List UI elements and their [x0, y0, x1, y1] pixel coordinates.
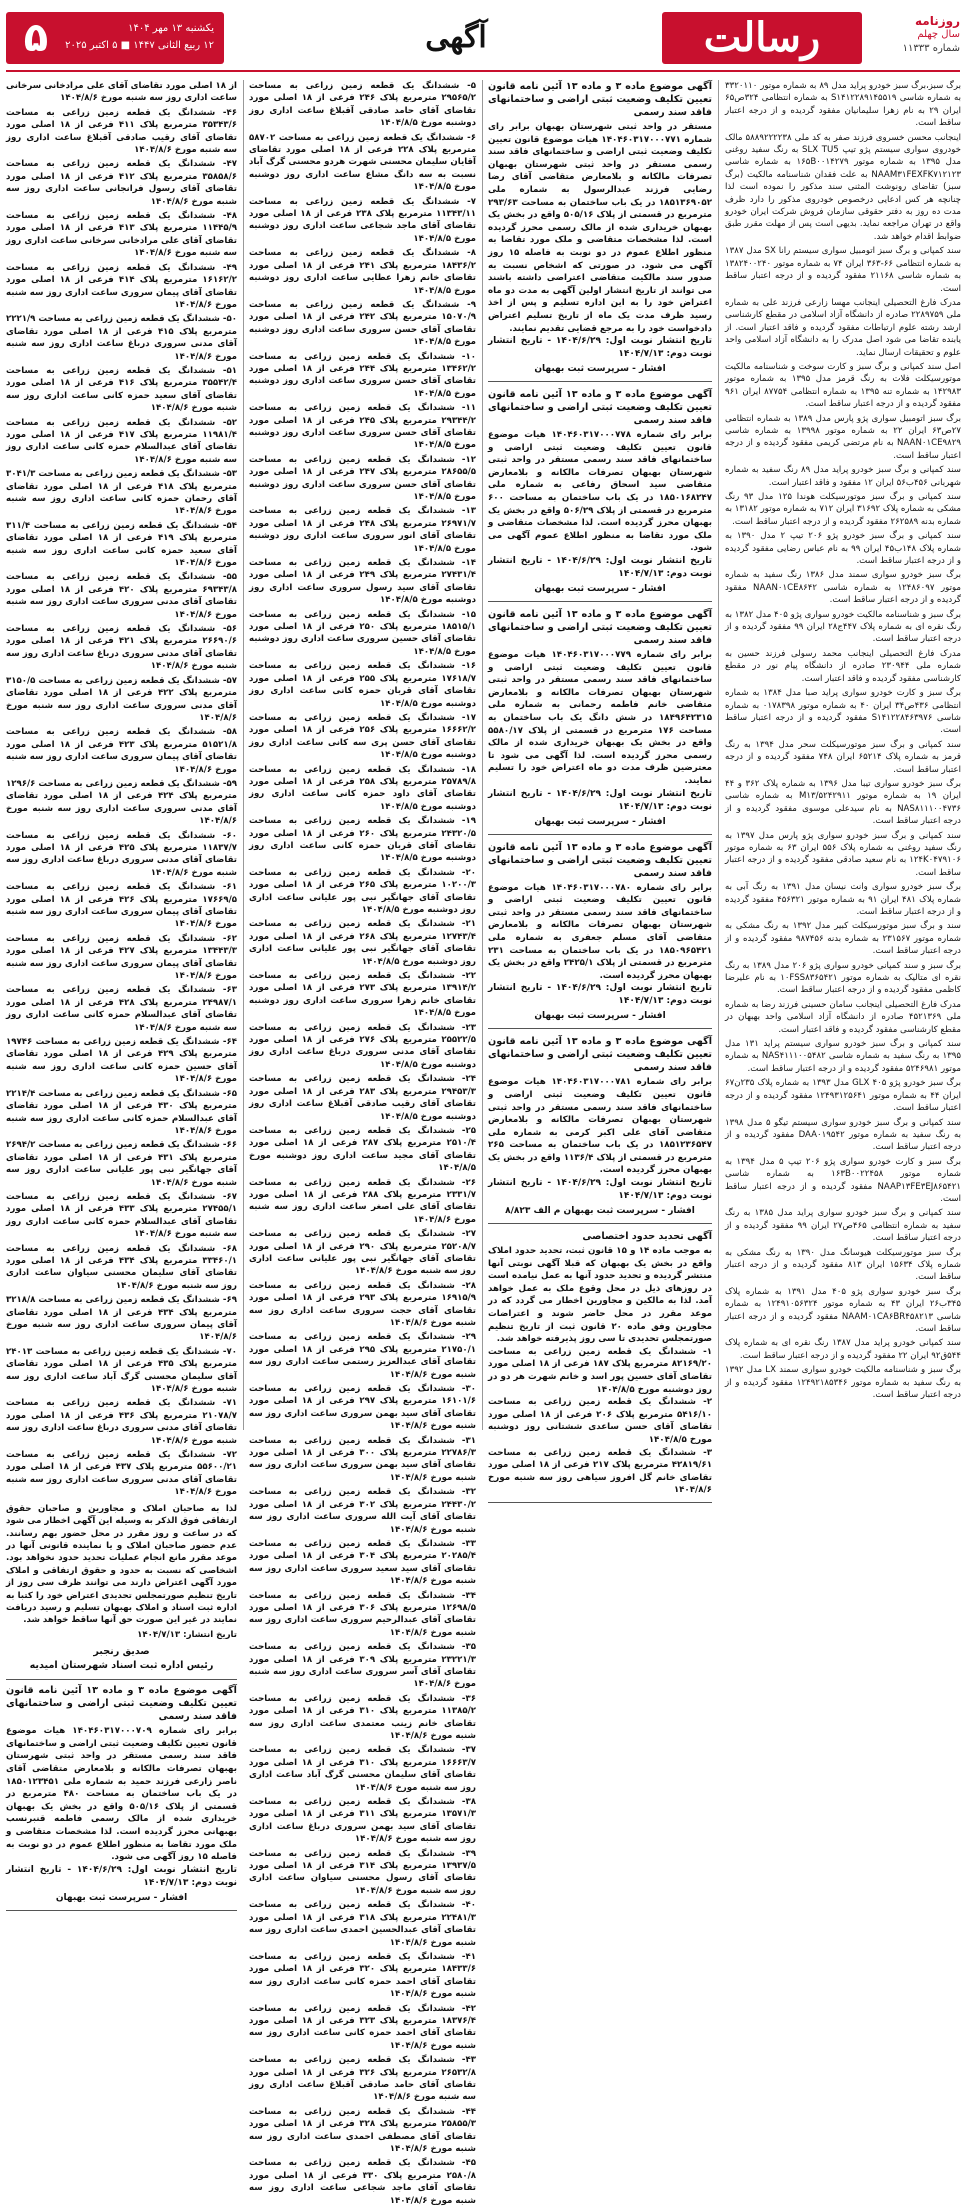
parcel-item: ۵۴- ششدانگ یک قطعه زمین زراعی به مساحت ۳۱۱/۴ مترمربع پلاک ۴۱۹ فرعی از ۱۸ اصلی مورد تقاضای آقای سعید حمزه کانی ساعت اداری روز سه شنبه مورخ ۱۴۰۴/۸/۶ — [6, 520, 237, 569]
parcel-item: ۵۸- ششدانگ یک قطعه زمین زراعی به مساحت ۵۱۵۲۱/۸ مترمربع پلاک ۴۲۳ فرعی از ۱۸ اصلی مورد تقاضای آقای پیمان سروری ساعت اداری روز سه شنبه مورخ ۱۴۰۴/۸/۶ — [6, 727, 237, 775]
parcel-item: ۱۲- ششدانگ یک قطعه زمین زراعی به مساحت ۲۸۶۵۵/۵ مترمربع پلاک ۲۴۷ فرعی از ۱۸ اصلی مورد تقاضای آقای حسن سروری ساعت اداری روز دوشنبه مورخ ۱۴۰۴/۸/۵ — [249, 454, 476, 502]
parcel-item: ۵۰- ششدانگ یک قطعه زمین زراعی به مساحت ۲۲۲۱/۹ مترمربع پلاک ۴۱۵ فرعی از ۱۸ اصلی مورد تقاضای آقای مدنی سروری درباغ ساعت اداری روز سه شنبه مورخ ۱۴۰۴/۸/۶ — [6, 314, 237, 362]
parcel-item: ۱۸- ششدانگ یک قطعه زمین زراعی به مساحت ۲۵۷۸۹/۸ مترمربع پلاک ۲۵۸ فرعی از ۱۸ اصلی مورد تقاضای آقای داود حمزه کانی ساعت اداری روز دوشنبه مورخ ۱۴۰۴/۸/۵ — [249, 764, 476, 812]
ad-signature: افشار - سرپرست ثبت بهبهان — [534, 816, 666, 827]
parcel-item: ۳۲- ششدانگ یک قطعه زمین زراعی به مساحت ۲۴۴۳۰/۲ مترمربع پلاک ۳۰۲ فرعی از ۱۸ اصلی مورد تقاضای آقای آیت الله سروری ساعت اداری روز سه شنبه مورخ ۱۴۰۴/۸/۶ — [249, 1487, 476, 1535]
notice-item: برگ سبز خودرو سواری تیبا مدل ۱۳۹۶ به شماره پلاک ۳۶۲ و ۴۴ ایران ۱۹ به شماره موتور M۱۳/۵۲۴۲۹۱۱ به شماره شاسی NAS۸۱۱۱۰۰۴۷۳۶ به نام سیدعلی موسوی مفقود گردیده و از درجه اعتبار ساقط است. — [725, 778, 962, 827]
parcel-item: ۳۷- ششدانگ یک قطعه زمین زراعی به مساحت ۱۶۶۶۳/۷ مترمربع پلاک ۳۱۰ فرعی از ۱۸ اصلی مورد تقاضای آقای سلیمان محسنی گرگ آباد ساعت اداری روز سه شنبه مورخ ۱۴۰۴/۸/۶ — [249, 1745, 476, 1793]
parcel-item: ۱۹- ششدانگ یک قطعه زمین زراعی به مساحت ۲۴۳۲۰/۵ مترمربع پلاک ۲۶۰ فرعی از ۱۸ اصلی مورد تقاضای آقای قربان حمزه کانی ساعت اداری روز دوشنبه مورخ ۱۴۰۴/۸/۵ — [249, 816, 476, 864]
notice-item: سند کمپانی و برگ سبز خودرو سواری سیستم تیگو ۵ مدل ۱۳۹۸ به رنگ سفید به شماره موتور DAA۰۱۹۵۴۲ مفقود گردیده و از درجه اعتبار ساقط است. — [725, 1117, 961, 1153]
parcel-item: ۶۹- ششدانگ یک قطعه زمین زراعی به مساحت ۳۲۱۸/۸ مترمربع پلاک ۴۳۴ فرعی از ۱۸ اصلی مورد تقاضای آقای پیمان سروری ساعت اداری روز سه شنبه مورخ ۱۴۰۴/۸/۶ — [6, 1295, 237, 1343]
parcel-item: ۷۲- ششدانگ یک قطعه زمین زراعی به مساحت ۵۵۶۰۰/۲۱ مترمربع پلاک ۴۳۷ فرعی از ۱۸ اصلی مورد تقاضای آقای مدنی سروری ساعت اداری روز سه شنبه مورخ ۱۴۰۴/۸/۶ — [6, 1450, 237, 1498]
issue-number: شماره ۱۱۳۳۳ — [902, 43, 960, 54]
date-other: ۱۲ ربیع الثانی ۱۴۴۷ ■ ۵ اکتبر ۲۰۲۵ — [65, 40, 214, 51]
parcel-item: ۲۶- ششدانگ یک قطعه زمین زراعی به مساحت ۲۳۳۱/۷ مترمربع پلاک ۲۸۸ فرعی از ۱۸ اصلی مورد تقاضای آقای علی اصغر ساعت اداری روز سه شنبه مورخ ۱۴۰۴/۸/۶ — [249, 1177, 476, 1225]
notice-item: سند کمپانی و برگ سبز خودرو سواری پراید مدل ۱۳۸۵ به رنگ سفید به شماره انتظامی ۴۶۵ص۲۷ ایران ۹۹ مفقود گردیده و از درجه اعتبار ساقط است. — [725, 1208, 962, 1244]
notice-item: برگ سبز و کارت خودرو سواری پراید صبا مدل ۱۳۸۴ به شماره انتظامی ۴۳۶ص۳۴ ایران ۴۰ به شماره موتور ۰۱۷۸۳۹۸ به شماره شاسی S۱۴۱۲۲۸۴۶۳۹۷۶ مفقود گردیده و از درجه اعتبار ساقط است. — [725, 688, 962, 736]
parcel-item: ۲۹- ششدانگ یک قطعه زمین زراعی به مساحت ۲۱۷۵۰/۱ مترمربع پلاک ۲۹۵ فرعی از ۱۸ اصلی مورد تقاضای آقای عبدالعزیز رستمی ساعت اداری روز سه شنبه مورخ ۱۴۰۴/۸/۶ — [249, 1332, 476, 1380]
parcel-item: ۵۳- ششدانگ یک قطعه زمین زراعی به مساحت ۳۰۴۱/۳ مترمربع پلاک ۴۱۸ فرعی از ۱۸ اصلی مورد تقاضای آقای رحمان حمزه کانی ساعت اداری روز سه شنبه مورخ ۱۴۰۴/۸/۶ — [6, 469, 237, 517]
parcel-item: ۲۲- ششدانگ یک قطعه زمین زراعی به مساحت ۱۳۹۱۴/۲ مترمربع پلاک ۲۷۳ فرعی از ۱۸ اصلی مورد تقاضای خانم زهرا سروری ساعت اداری روز دوشنبه مورخ ۱۴۰۴/۸/۵ — [249, 971, 476, 1019]
page-header — [6, 10, 960, 72]
registration-ad — [488, 1230, 712, 1503]
ad-signature: افشار - سرپرست ثبت بهبهان م الف ۸/۸۲۳ — [505, 1206, 695, 1217]
parcel-item: ۷۱- ششدانگ یک قطعه زمین زراعی به مساحت ۲۱۰۷۸/۷ مترمربع پلاک ۴۳۶ فرعی از ۱۸ اصلی مورد تقاضای آقای مدنی سروری درباغ ساعت اداری روز سه شنبه مورخ ۱۴۰۴/۸/۶ — [6, 1398, 237, 1446]
parcel-item: ۶۸- ششدانگ یک قطعه زمین زراعی به مساحت ۳۳۴۶۰/۱ مترمربع پلاک ۴۳۴ فرعی از ۱۸ اصلی مورد تقاضای آقای سلیمان محسنی سیاوان ساعت اداری روز سه شنبه مورخ ۱۴۰۴/۸/۶ — [6, 1243, 237, 1291]
notice-item: برگ سبز و شناسنامه مالکیت خودرو سواری پژو ۴۰۵ مدل ۱۳۸۲ به رنگ نقره ای به شماره پلاک ۴۴۷ج۲۸ ایران ۹۹ مفقود گردیده و از درجه اعتبار ساقط است. — [725, 609, 962, 645]
ad-date: تاریخ انتشار نوبت اول: ۱۴۰۴/۶/۲۹ - تاریخ انتشار نوبت دوم: ۱۴۰۴/۷/۱۳ — [488, 336, 712, 360]
parcel-item: ۵۲- ششدانگ یک قطعه زمین زراعی به مساحت ۱۱۹۸۱/۴ مترمربع پلاک ۴۱۷ فرعی از ۱۸ اصلی مورد تقاضای آقای عبدالسلام حمزه کانی ساعت اداری روز سه شنبه مورخ ۱۴۰۴/۸/۶ — [6, 417, 237, 465]
notice-item: اصل سند کمپانی و برگ سبز و کارت سوخت و شناسنامه مالکیت موتورسیکلت فلات به رنگ قرمز مدل ۱۳۹۵ به شماره موتور ۱۴۲۹۸۳ به شماره تنه ۱۳۹۵ به شماره انتظامی ۸۷۷۵۴ ایران ۹۶۱ مفقود گردیده و از درجه اعتبار ساقط است. — [725, 361, 961, 410]
parcel-item: ۲۵- ششدانگ یک قطعه زمین زراعی به مساحت ۲۵۱۰/۴ مترمربع پلاک ۲۸۷ فرعی از ۱۸ اصلی مورد تقاضای آقای مجید ساعت اداری روز دوشنبه مورخ ۱۴۰۴/۸/۵ — [249, 1125, 476, 1174]
parcel-item: ۵۷- ششدانگ یک قطعه زمین زراعی به مساحت ۳۱۵۰/۵ مترمربع پلاک ۴۲۲ فرعی از ۱۸ اصلی مورد تقاضای آقای مدنی سروری ساعت اداری روز سه شنبه مورخ ۱۴۰۴/۸/۶ — [6, 675, 237, 723]
parcel-item: ۵- ششدانگ یک قطعه زمین زراعی به مساحت ۲۹۵۶۵/۲ مترمربع پلاک ۲۴۶ فرعی از ۱۸ اصلی مورد تقاضای آقای حامد صادقی آقبلاغ ساعت اداری روز دوشنبه مورخ ۱۴۰۴/۸/۵ — [249, 81, 476, 129]
parcel-item: ۶۰- ششدانگ یک قطعه زمین زراعی به مساحت ۱۱۸۳۷/۷ مترمربع پلاک ۴۲۵ فرعی از ۱۸ اصلی مورد تقاضای آقای مدنی سروری درباغ ساعت اداری روز سه شنبه مورخ ۱۴۰۴/۸/۶ — [6, 830, 237, 878]
notice-item: سند کمپانی و برگ سبز خودرو سواری سیستم پراید ۱۳۱ مدل ۱۳۹۵ به رنگ سفید به شماره شاسی NAS۴۱۱۱۰۰۵۴۸۲ به شماره موتور ۵۲۴۶۹۸۱ مفقود گردیده و از درجه اعتبار ساقط است. — [725, 1039, 961, 1074]
parcel-item: ۴۳- ششدانگ یک قطعه زمین زراعی به مساحت ۲۶۵۳۲/۸ مترمربع پلاک ۳۲۶ فرعی از ۱۸ اصلی مورد تقاضای آقای حامد صادقی آقبلاغ ساعت اداری روز سه شنبه مورخ ۱۴۰۴/۸/۶ — [249, 2055, 476, 2103]
notice-item: برگ سبز خودرو سواری سمند مدل ۱۳۸۶ رنگ سفید به شماره موتور ۱۲۴۸۶۰۹۷ به شماره شاسی NAAN۰۱CE۸۶۴۲ مفقود گردیده و از درجه اعتبار ساقط است. — [725, 570, 961, 606]
parcel-item: ۶۴- ششدانگ یک قطعه زمین زراعی به مساحت ۱۹۷۴۶ مترمربع پلاک ۴۲۹ فرعی از ۱۸ اصلی مورد تقاضای آقای حسین حمزه کانی ساعت اداری روز سه شنبه مورخ ۱۴۰۴/۸/۶ — [6, 1037, 237, 1085]
parcel-item: ۲۳- ششدانگ یک قطعه زمین زراعی به مساحت ۲۵۵۲۲/۵ مترمربع پلاک ۲۷۶ فرعی از ۱۸ اصلی مورد تقاضای آقای مدنی سروری درباغ ساعت اداری روز دوشنبه مورخ ۱۴۰۴/۸/۵ — [249, 1022, 476, 1070]
parcel-item: ۷- ششدانگ یک قطعه زمین زراعی به مساحت ۱۱۳۴۳/۱۱ مترمربع پلاک ۲۳۸ فرعی از ۱۸ اصلی مورد تقاضای آقای ماجد شجاعی ساعت اداری روز دوشنبه مورخ ۱۴۰۴/۸/۵ — [249, 196, 476, 244]
parcel-item: ۳۵- ششدانگ یک قطعه زمین زراعی به مساحت ۲۳۲۲۱/۳ مترمربع پلاک ۳۰۹ فرعی از ۱۸ اصلی مورد تقاضای آقای آسر سروری ساعت اداری روز سه شنبه مورخ ۱۴۰۴/۸/۶ — [249, 1642, 476, 1690]
daily-label: روزنامه — [915, 14, 960, 28]
parcel-item: ۴۷- ششدانگ یک قطعه زمین زراعی به مساحت ۳۵۸۵۸/۶ مترمربع پلاک ۴۱۲ فرعی از ۱۸ اصلی مورد تقاضای آقای رسول فرانجانی ساعت اداری روز سه شنبه مورخ ۱۴۰۴/۸/۶ — [6, 159, 237, 207]
signature-block — [6, 1645, 237, 1673]
notice-item: برگ سبز،برگ سبز خودرو پراید مدل ۸۹ به شماره موتور ۳۳۲۰۱۱۰ به شماره شاسی S۱۴۱۲۲۸۹۱۴۵۵۱۹ به شماره انتظامی ۳۲۴ص۶۵ ایران ۲۹ به نام زهرا سلیمانیان مفقود گردیده و از درجه اعتبار ساقط است. — [725, 81, 962, 129]
parcel-item: ۳۸- ششدانگ یک قطعه زمین زراعی به مساحت ۱۳۵۷۱/۳ مترمربع پلاک ۳۱۱ فرعی از ۱۸ اصلی مورد تقاضای آقای سید بهمن سروری درباغ ساعت اداری روز سه شنبه مورخ ۱۴۰۴/۸/۶ — [249, 1797, 476, 1845]
registration-ad — [6, 1679, 237, 1911]
parcel-item: ۹- ششدانگ یک قطعه زمین زراعی به مساحت ۱۵۰۷۰/۹ مترمربع پلاک ۲۴۲ فرعی از ۱۸ اصلی مورد تقاضای آقای حسن سروری ساعت اداری روز دوشنبه مورخ ۱۴۰۴/۸/۵ — [249, 299, 476, 348]
notice-item: برگ سبز اتومبیل سواری پژو پارس مدل ۱۳۸۹ به شماره انتظامی ۲۷ص۶۳ ایران ۲۲ به شماره موتور ۱۳۹۹۸ به شماره شاسی NAAN۰۱CE۹۸۲۹ به نام مرتضی کریمی مفقود گردیده و از درجه اعتبار ساقط است. — [725, 413, 962, 461]
parcel-item: ۲۸- ششدانگ یک قطعه زمین زراعی به مساحت ۱۶۹۱۵/۹ مترمربع پلاک ۲۹۳ فرعی از ۱۸ اصلی مورد تقاضای آقای حجت سروری ساعت اداری روز سه شنبه مورخ ۱۴۰۴/۸/۶ — [249, 1280, 476, 1328]
masthead — [660, 10, 960, 66]
ad-title: آگهی موضوع ماده ۳ و ماده ۱۳ آئین نامه قانون تعیین تکلیف وضعیت ثبتی اراضی و ساختمانهای فاقد سند رسمی — [488, 81, 712, 118]
parcel-item: ۱۷- ششدانگ یک قطعه زمین زراعی به مساحت ۱۶۶۶۲/۲ مترمربع پلاک ۲۵۶ فرعی از ۱۸ اصلی مورد تقاضای آقای حسن پری سه کانی ساعت اداری روز دوشنبه مورخ ۱۴۰۴/۸/۵ — [249, 712, 476, 761]
ad-body: به موجب ماده ۱۴ و ۱۵ قانون ثبت، تحدید حدود املاک واقع در بخش یک بهبهان که قبلا آگهی نوبتی آنها منتشر گردیده و تحدید حدود آنها به عمل نیامده است در روزهای ذیل در محل وقوع ملک به عمل خواهد آمد. لذا به مالکین و مجاورین اخطار می گردد که در موعد مقرر در محل حاضر شوند و اعتراضات مجاورین وفق ماده ۲۰ قانون ثبت از تاریخ تنظیم صورتمجلس تحدیدی تا سی روز پذیرفته خواهد شد. ۱- ششدانگ یک قطعه زمین زراعی به مساحت ۸۲۱۶۹/۲۰ مترمربع پلاک ۱۸۷ فرعی از ۱۸ اصلی مورد تقاضای آقای حسین پور اسد و خانم شهرت هر دو در روز دوشنبه مورخ ۱۴۰۴/۸/۵ ۲- ششدانگ یک قطعه زمین زراعی به مساحت ۵۴۱۶/۱۰ مترمربع پلاک ۲۰۶ فرعی از ۱۸ اصلی مورد تقاضای آقای حسن ساعدی ششتانی روز دوشنبه مورخ ۱۴۰۴/۸/۵ ۳- ششدانگ یک قطعه زمین زراعی به مساحت ۴۲۸۱۹/۶۱ مترمربع پلاک ۲۱۷ فرعی از ۱۸ اصلی مورد تقاضای خانم گل افروز سیاهی روز سه شنبه مورخ ۱۴۰۴/۸/۶ — [488, 1246, 713, 1496]
notice-item: مدرک فارغ التحصیلی اینجانب محمد رسولی فرزند حسین به شماره ملی ۲۳۰۹۴۴ صادره از دانشگاه پیام نور در مقطع کارشناسی مفقود گردیده و فاقد اعتبار است. — [725, 648, 961, 684]
parcel-item: ۲۱- ششدانگ یک قطعه زمین زراعی به مساحت ۱۲۷۴۳/۴ مترمربع پلاک ۲۶۸ فرعی از ۱۸ اصلی مورد تقاضای آقای جهانگیر نبی پور علیانی ساعت اداری روز دوشنبه مورخ ۱۴۰۴/۸/۵ — [249, 919, 476, 967]
ad-date: تاریخ انتشار نوبت اول: ۱۴۰۴/۶/۲۹ - تاریخ انتشار نوبت دوم: ۱۴۰۴/۷/۱۳ — [488, 788, 712, 812]
parcel-item: ۴۰- ششدانگ یک قطعه زمین زراعی به مساحت ۲۲۴۸۱/۳ مترمربع پلاک ۳۱۸ فرعی از ۱۸ اصلی مورد تقاضای آقای عبدالحسین احمدی ساعت اداری روز سه شنبه مورخ ۱۴۰۴/۸/۶ — [249, 1900, 476, 1948]
parcel-item: ۶۱- ششدانگ یک قطعه زمین زراعی به مساحت ۱۷۶۶۹/۵ مترمربع پلاک ۴۲۶ فرعی از ۱۸ اصلی مورد تقاضای آقای پیمان سروری ساعت اداری روز سه شنبه مورخ ۱۴۰۴/۸/۶ — [6, 882, 237, 930]
page-number-box — [6, 12, 224, 64]
parcel-item: ۱۵- ششدانگ یک قطعه زمین زراعی به مساحت ۱۸۵۱۵/۱ مترمربع پلاک ۲۵۰ فرعی از ۱۸ اصلی مورد تقاضای آقای حسین سروری ساعت اداری روز دوشنبه مورخ ۱۴۰۴/۸/۵ — [249, 609, 476, 657]
parcel-item: ۱۴- ششدانگ یک قطعه زمین زراعی به مساحت ۲۷۴۳۱/۴ مترمربع پلاک ۲۴۹ فرعی از ۱۸ اصلی مورد تقاضای آقای سید رسول سروری ساعت اداری روز دوشنبه مورخ ۱۴۰۴/۸/۵ — [249, 558, 476, 606]
notice-item: برگ سبز موتورسیکلت هیوسانگ مدل ۱۳۹۰ به رنگ مشکی به شماره پلاک ۱۵۶۳۴ ایران ۸۱۳ مفقود گردیده و از درجه اعتبار ساقط است. — [725, 1247, 962, 1283]
parcel-item: ۶- ششدانگ یک قطعه زمین زراعی به مساحت ۵۸۷۰۲ مترمربع پلاک ۲۲۸ فرعی از ۱۸ اصلی مورد تقاضای آقایان سلیمان محسنی شهرت هردو محسنی گرگ آباد نسبت به سه دانگ مشاع ساعت اداری روز دوشنبه مورخ ۱۴۰۴/۸/۵ — [249, 132, 476, 193]
ad-body: برابر رای شماره ۱۴۰۴۶۰۳۱۷۰۰۰۷۰۹ هیات موضوع قانون تعیین تکلیف وضعیت ثبتی اراضی و ساختمانهای فاقد سند رسمی مستقر در واحد ثبتی شهرستان بهبهان تصرفات مالکانه و بلامعارض متقاضی آقای ناصر زارعی فرزند حمید به شماره ملی ۱۸۵۰۱۲۳۴۵۱ در یک باب ساختمان به مساحت ۴۸۰ مترمربع در قسمتی از پلاک ۵۰۵/۱۶ واقع در بخش یک بهبهان خریداری شده از مالک رسمی فاطمه قنبرنسب بهبهانی محرز گردیده است. لذا مشخصات متقاضی و ملک مورد تقاضا به منظور اطلاع عموم در دو نوبت به فاصله ۱۵ روز آگهی می شود. — [6, 1726, 238, 1863]
parcel-item: ۳۶- ششدانگ یک قطعه زمین زراعی به مساحت ۱۱۳۸۵/۲ مترمربع پلاک ۳۱۰ فرعی از ۱۸ اصلی مورد تقاضای خانم زینب معتمدی ساعت اداری روز سه شنبه مورخ ۱۴۰۴/۸/۶ — [249, 1693, 476, 1741]
registration-ad — [488, 1035, 712, 1224]
notice-item: سند کمپانی و برگ سبز موتورسیکلت سحر مدل ۱۳۹۴ به رنگ قرمز به شماره پلاک ۶۵۲۱۴ ایران ۷۴۸ مفقود گردیده و از درجه اعتبار ساقط است. — [725, 739, 962, 775]
ad-body: مستقر در واحد ثبتی شهرستان بهبهان برابر رای شماره ۱۴۰۴۶۰۳۱۷۰۰۰۷۷۱ هیات موضوع قانون تعیین تکلیف وضعیت ثبتی اراضی و ساختمانهای فاقد سند رسمی مستقر در واحد ثبتی شهرستان بهبهان تصرفات مالکانه و بلامعارض متقاضی آقای رضا رضایی فرزند عبدالرسول به شماره ملی ۱۸۵۱۳۶۹۰۵۲ در یک باب ساختمان به مساحت ۲۹۳/۶۳ مترمربع در قسمتی از پلاک ۵۰۵/۱۶ واقع در بخش یک بهبهان خریداری شده از مالک رسمی محرز گردیده است. لذا مشخصات متقاضی و ملک مورد تقاضا به منظور اطلاع عموم در دو نوبت به فاصله ۱۵ روز آگهی می شود. در صورتی که اشخاص نسبت به صدور سند مالکیت متقاضی اعتراضی داشته باشند می توانند از تاریخ انتشار اولین آگهی به مدت دو ماه اعتراض خود را به این اداره تسلیم و پس از اخذ رسید ظرف مدت یک ماه از تاریخ تسلیم اعتراض دادخواست خود را به مرجع قضایی تقدیم نمایند. — [488, 122, 712, 334]
ad-body: برابر رای شماره ۱۴۰۴۶۰۳۱۷۰۰۰۷۸۱ هیات موضوع قانون تعیین تکلیف وضعیت ثبتی اراضی و ساختمانهای فاقد سند رسمی مستقر در واحد ثبتی شهرستان بهبهان تصرفات مالکانه و بلامعارض متقاضی آقای علی اکبر کرمی به شماره ملی ۱۸۵۱۲۳۶۵۴۷ در یک باب ساختمان به مساحت ۲۶۵ مترمربع در قسمتی از پلاک ۱۱۳۶/۴ واقع در بخش یک بهبهان محرز گردیده است. — [488, 1077, 712, 1176]
notice-item: برگ سبز خودرو سواری پژو ۴۰۵ مدل ۱۳۹۱ به شماره پلاک ۳۴۵ب۲۶ ایران ۴۳ به شماره موتور ۱۲۴۹۱۰۵۶۳۲۴ به شماره شاسی NAAM۰۱CA۶BR۴۵۸۲۱۳ مفقود گردیده و از درجه اعتبار ساقط است. — [725, 1286, 961, 1334]
registration-ad — [488, 841, 712, 1030]
ad-date: تاریخ انتشار نوبت اول: ۱۴۰۴/۶/۲۹ - تاریخ انتشار نوبت دوم: ۱۴۰۴/۷/۱۳ — [488, 1178, 712, 1202]
notice-item: اینجانب محسن خسروی فرزند صفر به کد ملی ۵۸۸۹۲۲۲۲۳۸ مالک خودروی سواری سیستم پژو تیپ SLX TU5 به رنگ سفید روغنی مدل ۱۳۹۵ به شماره موتور ۱۶۵B۰۰۱۴۲۷۹ به شماره شاسی NAAM۳۱FEXFK۷۱۲۱۲۳ به علت فقدان شناسنامه مالکیت (برگ سبز) تقاضای رونوشت المثنی سند مذکور را نموده است لذا چنانچه هر کس ادعایی درخصوص خودروی مذکور را دارد ظرف مدت ده روز به دفتر حقوقی سازمان فروش شرکت ایران خودرو واقع در تهران مراجعه نماید. بدیهی است پس از مهلت مقرر طبق ضوابط اقدام خواهد شد. — [725, 132, 962, 242]
notice-item: مدرک فارغ التحصیلی اینجانب مهسا زارعی فرزند علی به شماره ملی ۲۲۸۹۷۵۹ صادره از دانشگاه آزاد اسلامی در مقطع کارشناسی ارشد رشته علوم ارتباطات مفقود گردیده و فاقد اعتبار است. از یابنده تقاضا می شود اصل مدرک را به دانشگاه آزاد اسلامی واحد علوم و تحقیقات ارسال نماید. — [725, 297, 962, 358]
parcel-item: ۳۹- ششدانگ یک قطعه زمین زراعی به مساحت ۱۳۹۳۷/۵ مترمربع پلاک ۳۱۴ فرعی از ۱۸ اصلی مورد تقاضای آقای رسول محسنی سیاوان ساعت اداری روز سه شنبه مورخ ۱۴۰۴/۸/۶ — [249, 1848, 476, 1896]
parcel-item: ۵۱- ششدانگ یک قطعه زمین زراعی به مساحت ۳۵۵۴۲/۴ مترمربع پلاک ۴۱۶ فرعی از ۱۸ اصلی مورد تقاضای آقای سعید حمزه کانی ساعت اداری روز سه شنبه مورخ ۱۴۰۴/۸/۶ — [6, 365, 237, 414]
ad-body: برابر رای شماره ۱۴۰۴۶۰۳۱۷۰۰۰۷۷۸ هیات موضوع قانون تعیین تکلیف وضعیت ثبتی اراضی و ساختمانهای فاقد سند رسمی مستقر در واحد ثبتی شهرستان بهبهان تصرفات مالکانه و بلامعارض متقاضی سید اسحاق رفاعی به شماره ملی ۱۸۵۰۱۶۸۲۴۷ در یک باب ساختمان به مساحت ۶۰۰ مترمربع در قسمتی از پلاک ۵۰۶/۲۹ واقع در بخش یک بهبهان محرز گردیده است. لذا مشخصات متقاضی و ملک مورد تقاضا به منظور اطلاع عموم آگهی می شود. — [488, 430, 712, 554]
parcel-item: ۴۹- ششدانگ یک قطعه زمین زراعی به مساحت ۱۶۱۶۲/۲ مترمربع پلاک ۴۱۴ فرعی از ۱۸ اصلی مورد تقاضای آقای پیمان سروری ساعت اداری روز سه شنبه مورخ ۱۴۰۴/۸/۶ — [6, 262, 237, 310]
notice-item: برگ سبز و سند کمپانی خودرو سواری پژو ۲۰۶ مدل ۱۳۸۹ به رنگ نقره ای متالیک به شماره موتور ۱۰FSS۸۳۶۵۴۲۱ به نام علیرضا کاظمی مفقود گردیده و از درجه اعتبار ساقط است. — [725, 960, 962, 996]
notice-item: برگ سبز و شناسنامه مالکیت خودرو سواری سمند LX مدل ۱۳۹۲ به رنگ سفید به شماره موتور ۱۲۴۹۲۱۸۵۳۴۶ مفقود گردیده و از درجه اعتبار ساقط است. — [725, 1365, 961, 1401]
ad-title: آگهی موضوع ماده ۳ و ماده ۱۳ آئین نامه قانون تعیین تکلیف وضعیت ثبتی اراضی و ساختمانهای فاقد سند رسمی — [6, 1685, 237, 1723]
parcel-item: ۵۹- ششدانگ یک قطعه زمین زراعی به مساحت ۱۲۹۶/۶ مترمربع پلاک ۴۲۴ فرعی از ۱۸ اصلی مورد تقاضای آقای مدنی سروری ساعت اداری روز سه شنبه مورخ ۱۴۰۴/۸/۶ — [6, 778, 237, 827]
parcel-item: ۶۲- ششدانگ یک قطعه زمین زراعی به مساحت ۱۳۴۴۳/۳ مترمربع پلاک ۴۲۷ فرعی از ۱۸ اصلی مورد تقاضای آقای پیمان سروری ساعت اداری روز سه شنبه مورخ ۱۴۰۴/۸/۶ — [6, 933, 237, 982]
parcel-item: از ۱۸ اصلی مورد تقاضای آقای علی مرادخانی سرخانی ساعت اداری روز سه شنبه مورخ ۱۴۰۴/۸/۶ — [6, 81, 237, 104]
notice-item: سند و برگ سبز موتورسیکلت کبیر مدل ۱۳۹۲ به رنگ مشکی به شماره موتور ۲۳۱۵۶۷ به شماره بدنه ۹۸۷۴۵۶ مفقود گردیده و از درجه اعتبار ساقط است. — [725, 921, 961, 957]
ad-title: آگهی موضوع ماده ۳ و ماده ۱۳ آئین نامه قانون تعیین تکلیف وضعیت ثبتی اراضی و ساختمانهای فاقد سند رسمی — [488, 841, 712, 879]
parcel-item: ۶۵- ششدانگ یک قطعه زمین زراعی به مساحت ۲۲۱۴/۴ مترمربع پلاک ۴۳۰ فرعی از ۱۸ اصلی مورد تقاضای آقای عبدالسلام حمزه کانی ساعت اداری روز سه شنبه مورخ ۱۴۰۴/۸/۶ — [6, 1088, 237, 1136]
notice-item: برگ سبز و کارت خودرو سواری پژو ۲۰۶ تیپ ۵ مدل ۱۳۹۴ به شماره موتور ۱۶۳B۰۰۲۲۴۵۸ به شماره شاسی NAAP۱۳FE۳EJ۸۶۵۴۲۱ مفقود گردیده و از درجه اعتبار ساقط است. — [725, 1156, 962, 1204]
notice-item: مدرک فارغ التحصیلی اینجانب سامان حسینی فرزند رضا به شماره ملی ۴۵۲۱۳۶۹ صادره از دانشگاه آزاد اسلامی واحد بهبهان در مقطع کارشناسی مفقود گردیده و فاقد اعتبار است. — [725, 999, 961, 1035]
notice-item: سند کمپانی و برگ سبز اتومبیل سواری سیستم رانا SX مدل ۱۳۸۷ به شماره انتظامی ۶۶-۳۶۳ ایران ۷۴ به شماره موتور ۱۳۸۲۴۰۰۲۴۰ به شماره شاسی ۲۱۱۶۸ مفقود گردیده و از درجه اعتبار ساقط است. — [725, 246, 961, 294]
notice-item: سند کمپانی و برگ سبز خودرو سواری پژو پارس مدل ۱۳۹۷ به رنگ سفید روغنی به شماره پلاک ۵۵۶ ایران ۶۳ به شماره موتور ۱۲۴K۰۴۷۹۱۰۶ به نام سعید صادقی مفقود گردیده و از درجه اعتبار ساقط است. — [725, 830, 961, 878]
issue-dates — [54, 20, 214, 54]
issue-info — [868, 14, 960, 62]
registration-ad — [488, 608, 712, 835]
ad-signature: افشار - سرپرست ثبت بهبهان — [534, 364, 666, 375]
parcel-item: ۳۰- ششدانگ یک قطعه زمین زراعی به مساحت ۱۶۱۰۱/۶ مترمربع پلاک ۲۹۷ فرعی از ۱۸ اصلی مورد تقاضای آقای سید بهمن سروری ساعت اداری روز سه شنبه مورخ ۱۴۰۴/۸/۶ — [249, 1384, 476, 1432]
column-land-list-b — [6, 80, 238, 1903]
parcel-item: ۱۶- ششدانگ یک قطعه زمین زراعی به مساحت ۱۷۶۱۸/۷ مترمربع پلاک ۲۵۵ فرعی از ۱۸ اصلی مورد تقاضای آقای قربان حمزه کانی ساعت اداری روز دوشنبه مورخ ۱۴۰۴/۸/۵ — [249, 661, 476, 709]
ad-title: آگهی تحدید حدود اختصاصی — [582, 1231, 712, 1243]
ad-date: تاریخ انتشار نوبت اول: ۱۴۰۴/۶/۲۹ - تاریخ انتشار نوبت دوم: ۱۴۰۴/۷/۱۳ — [488, 556, 712, 580]
ad-body: برابر رای شماره ۱۴۰۴۶۰۳۱۷۰۰۰۷۸۰ هیات موضوع قانون تعیین تکلیف وضعیت ثبتی اراضی و ساختمانهای فاقد سند رسمی مستقر در واحد ثبتی شهرستان بهبهان تصرفات مالکانه و بلامعارض متقاضی آقای مسلم جعفری به شماره ملی ۱۸۵۰۹۶۵۴۲۱ در یک باب ساختمان به مساحت ۲۳۱ مترمربع در قسمتی از پلاک ۲۴۲۵/۱ واقع در بخش یک بهبهان محرز گردیده است. — [488, 882, 712, 981]
parcel-item: ۲۴- ششدانگ یک قطعه زمین زراعی به مساحت ۲۹۴۵۳/۳ مترمربع پلاک ۲۸۳ فرعی از ۱۸ اصلی مورد تقاضای آقای رقیب صادقی آقبلاغ ساعت اداری روز دوشنبه مورخ ۱۴۰۴/۸/۵ — [249, 1074, 476, 1122]
registration-ad — [488, 388, 712, 602]
parcel-item: ۶۳- ششدانگ یک قطعه زمین زراعی به مساحت ۲۴۹۸۷/۱ مترمربع پلاک ۴۲۸ فرعی از ۱۸ اصلی مورد تقاضای آقای عبدالسلام حمزه کانی ساعت اداری روز سه شنبه مورخ ۱۴۰۴/۸/۶ — [6, 985, 237, 1033]
notice-item: برگ سبز خودرو سواری وانت نیسان مدل ۱۳۹۱ به رنگ آبی به شماره پلاک ۴۸۱ ایران ۹۱ به شماره موتور ۴۵۶۳۲۱ مفقود گردیده و از درجه اعتبار ساقط است. — [725, 882, 962, 917]
parcel-item: ۴۱- ششدانگ یک قطعه زمین زراعی به مساحت ۱۸۴۳۳/۶ مترمربع پلاک ۳۲۰ فرعی از ۱۸ اصلی مورد تقاضای آقای احمد حمزه کانی ساعت اداری روز سه شنبه مورخ ۱۴۰۴/۸/۶ — [249, 1951, 476, 2000]
page-number: ۵ — [23, 15, 49, 61]
column-divider — [482, 80, 483, 1430]
parcel-item: ۳۱- ششدانگ یک قطعه زمین زراعی به مساحت ۲۲۷۸۶/۳ مترمربع پلاک ۳۰۰ فرعی از ۱۸ اصلی مورد تقاضای آقای سید بهمن سروری ساعت اداری روز سه شنبه مورخ ۱۴۰۴/۸/۶ — [249, 1435, 476, 1483]
parcel-item: ۴۲- ششدانگ یک قطعه زمین زراعی به مساحت ۱۸۳۷۶/۴ مترمربع پلاک ۳۲۳ فرعی از ۱۸ اصلی مورد تقاضای آقای احمد حمزه کانی ساعت اداری روز سه شنبه مورخ ۱۴۰۴/۸/۶ — [249, 2003, 476, 2051]
column-divider — [243, 80, 244, 1430]
signature-name: صدیق رنجبر — [93, 1646, 150, 1658]
parcel-item: ۶۷- ششدانگ یک قطعه زمین زراعی به مساحت ۲۷۴۵۵/۱ مترمربع پلاک ۴۳۳ فرعی از ۱۸ اصلی مورد تقاضای آقای عبدالسلام حمزه کانی ساعت اداری روز سه شنبه مورخ ۱۴۰۴/۸/۶ — [6, 1191, 237, 1240]
notice-item: سند کمپانی و برگ سبز موتورسیکلت هوندا ۱۲۵ مدل ۹۳ رنگ مشکی به شماره پلاک ۳۱۶۹۲ ایران ۷۱۲ به شماره موتور ۱۳۱۸۲ به شماره بدنه ۲۶۲۵۸۹ مفقود گردیده و از درجه اعتبار ساقط است. — [725, 492, 962, 527]
parcel-item: ۱۳- ششدانگ یک قطعه زمین زراعی به مساحت ۲۶۹۷۱/۷ مترمربع پلاک ۲۴۸ فرعی از ۱۸ اصلی مورد تقاضای آقای انور سروری ساعت اداری روز دوشنبه مورخ ۱۴۰۴/۸/۵ — [249, 506, 476, 554]
parcel-item: ۵۶- ششدانگ یک قطعه زمین زراعی به مساحت ۲۶۶۹۰/۶ مترمربع پلاک ۴۲۱ فرعی از ۱۸ اصلی مورد تقاضای آقای مدنی سروری درباغ ساعت اداری روز سه شنبه مورخ ۱۴۰۴/۸/۶ — [6, 624, 237, 672]
section-title: آگهی — [425, 20, 487, 55]
parcel-item: ۲۰- ششدانگ یک قطعه زمین زراعی به مساحت ۱۰۲۰۰/۳ مترمربع پلاک ۲۶۵ فرعی از ۱۸ اصلی مورد تقاضای آقای جهانگیر نبی پور علیانی ساعت اداری روز دوشنبه مورخ ۱۴۰۴/۸/۵ — [249, 867, 476, 915]
parcel-item: ۸- ششدانگ یک قطعه زمین زراعی به مساحت ۱۸۴۳۶/۲ مترمربع پلاک ۲۴۱ فرعی از ۱۸ اصلی مورد تقاضای خانم زهرا عطایی ساعت اداری روز دوشنبه مورخ ۱۴۰۴/۸/۵ — [249, 248, 476, 296]
ad-title: آگهی موضوع ماده ۳ و ماده ۱۳ آئین نامه قانون تعیین تکلیف وضعیت ثبتی اراضی و ساختمانهای فاقد سند رسمی — [488, 609, 712, 647]
notice-item: سند کمپانی و برگ سبز خودرو پژو ۲۰۶ تیپ ۲ مدل ۱۳۹۰ به شماره پلاک ۱۴۸ب۴۵ ایران ۹۹ به نام عباس رضایی مفقود گردیده و از درجه اعتبار ساقط است. — [725, 531, 962, 567]
column-land-list-a — [249, 80, 476, 2206]
parcel-item: ۳۳- ششدانگ یک قطعه زمین زراعی به مساحت ۲۰۲۸۵/۴ مترمربع پلاک ۳۰۴ فرعی از ۱۸ اصلی مورد تقاضای آقای سید سعید سروری ساعت اداری روز سه شنبه مورخ ۱۴۰۴/۸/۶ — [249, 1538, 476, 1587]
boundary-notice-date: تاریخ انتشار: ۱۴۰۴/۷/۱۳ — [137, 1629, 237, 1640]
notice-item: برگ سبز خودرو پژو ۴۰۵ GLX مدل ۱۳۹۳ به شماره پلاک ۲۳۵ن۶۷ ایران ۴۴ به شماره موتور ۱۲۴۹۳۱۲۵۶۴۱ مفقود گردیده و از درجه اعتبار ساقط است. — [725, 1078, 962, 1114]
parcel-item: ۴۸- ششدانگ یک قطعه زمین زراعی به مساحت ۱۱۴۴۵/۹ مترمربع پلاک ۴۱۳ فرعی از ۱۸ اصلی مورد تقاضای آقای علی مرادخانی سرخانی ساعت اداری روز سه شنبه مورخ ۱۴۰۴/۸/۶ — [6, 211, 237, 259]
parcel-item: ۲۷- ششدانگ یک قطعه زمین زراعی به مساحت ۲۵۲۰۸/۷ مترمربع پلاک ۲۹۰ فرعی از ۱۸ اصلی مورد تقاضای آقای جهانگیر نبی پور علیانی ساعت اداری روز سه شنبه مورخ ۱۴۰۴/۸/۶ — [249, 1229, 476, 1277]
notice-item: سند کمپانی و برگ سبز خودرو پراید مدل ۸۹ رنگ سفید به شماره شهربانی ۴۵۶ب۵۶ ایران ۱۲ مفقود و فاقد اعتبار است. — [725, 465, 961, 488]
registration-ad — [488, 80, 712, 382]
column-registration-ads — [488, 80, 713, 1496]
column-vehicle-notices — [725, 80, 961, 1430]
parcel-item: ۴۴- ششدانگ یک قطعه زمین زراعی به مساحت ۲۵۸۵۵/۳ مترمربع پلاک ۳۲۸ فرعی از ۱۸ اصلی مورد تقاضای آقای مصطفی احمدی ساعت اداری روز سه شنبه مورخ ۱۴۰۴/۸/۶ — [249, 2106, 476, 2154]
parcel-item: ۴۶- ششدانگ یک قطعه زمین زراعی به مساحت ۳۵۳۴۳/۶ مترمربع پلاک ۴۱۱ فرعی از ۱۸ اصلی مورد تقاضای آقای رقیب صادقی آقبلاغ ساعت اداری روز سه شنبه مورخ ۱۴۰۴/۸/۶ — [6, 107, 237, 156]
ad-date: تاریخ انتشار نوبت اول: ۱۴۰۴/۶/۲۹ - تاریخ انتشار نوبت دوم: ۱۴۰۴/۷/۱۳ — [488, 983, 712, 1007]
ad-date: تاریخ انتشار نوبت اول: ۱۴۰۴/۶/۲۹ - تاریخ انتشار نوبت دوم: ۱۴۰۴/۷/۱۳ — [6, 1864, 237, 1888]
column-divider — [718, 80, 719, 1430]
notice-item: سند کمپانی خودرو پراید مدل ۱۳۸۷ رنگ نقره ای به شماره پلاک ۵۴۴ق۹۲ ایران ۲۲ مفقود گردیده و از درجه اعتبار ساقط است. — [725, 1338, 962, 1361]
newspaper-logo: رسالت — [662, 12, 862, 64]
parcel-item: ۶۶- ششدانگ یک قطعه زمین زراعی به مساحت ۲۶۹۴/۲ مترمربع پلاک ۴۳۱ فرعی از ۱۸ اصلی مورد تقاضای آقای جهانگیر نبی پور علیانی ساعت اداری روز سه شنبه مورخ ۱۴۰۴/۸/۶ — [6, 1140, 237, 1188]
ad-signature: افشار - سرپرست ثبت بهبهان — [55, 1892, 188, 1903]
parcel-item: ۱۰- ششدانگ یک قطعه زمین زراعی به مساحت ۱۳۴۶۲/۲ مترمربع پلاک ۲۴۴ فرعی از ۱۸ اصلی مورد تقاضای آقای حسن سروری ساعت اداری روز دوشنبه مورخ ۱۴۰۴/۸/۵ — [249, 351, 476, 399]
boundary-notice: لذا به صاحبان املاک و مجاورین و صاحبان حقوق ارتفاقی فوق الذکر به وسیله این آگهی اخطار می شود که در ساعت و روز مقرر در محل حضور بهم رسانند. عدم حضور صاحبان املاک و یا نماینده قانونی آنها در موعد مقرر مانع انجام عملیات تحدید حدود نخواهد بود. اشخاصی که نسبت به حدود و حقوق ارتفاقی و املاک مورد آگهی اعتراض دارند می توانند ظرف سی روز از تاریخ تنظیم صورتمجلس تحدیدی اعتراض خود را کتبا به اداره ثبت اسناد و املاک بهبهان تسلیم و رسید دریافت نمایند در غیر این صورت حق آنها ساقط خواهد شد. — [6, 1503, 237, 1626]
parcel-item: ۴۵- ششدانگ یک قطعه زمین زراعی به مساحت ۲۵۸۰/۸ مترمربع پلاک ۳۳۰ فرعی از ۱۸ اصلی مورد تقاضای آقای ماجد شجاعی ساعت اداری روز سه شنبه مورخ ۱۴۰۴/۸/۶ — [249, 2158, 476, 2206]
date-shamsi: یکشنبه ۱۳ مهر ۱۴۰۴ — [128, 23, 214, 34]
parcel-item: ۱۱- ششدانگ یک قطعه زمین زراعی به مساحت ۲۹۳۴۴/۲ مترمربع پلاک ۲۴۵ فرعی از ۱۸ اصلی مورد تقاضای آقای حسن سروری ساعت اداری روز دوشنبه مورخ ۱۴۰۴/۸/۵ — [249, 403, 476, 451]
ad-body: برابر رای شماره ۱۴۰۴۶۰۳۱۷۰۰۰۷۷۹ هیات موضوع قانون تعیین تکلیف وضعیت ثبتی اراضی و ساختمانهای فاقد سند رسمی مستقر در واحد ثبتی شهرستان بهبهان تصرفات مالکانه و بلامعارض متقاضی خانم فاطمه رحمانی به شماره ملی ۱۸۴۹۶۴۲۳۱۵ در شش دانگ یک باب ساختمان به مساحت ۱۷۶ مترمربع در قسمتی از پلاک ۵۵۸۰/۱۷ واقع در بخش یک بهبهان خریداری شده از مالک رسمی محرز گردیده است. لذا آگهی می شود تا معترضین ظرف مدت دو ماه اعتراض خود را تسلیم نمایند. — [488, 650, 712, 786]
ad-signature: افشار - سرپرست ثبت بهبهان — [534, 1011, 666, 1022]
ad-title: آگهی موضوع ماده ۳ و ماده ۱۳ آئین نامه قانون تعیین تکلیف وضعیت ثبتی اراضی و ساختمانهای فاقد سند رسمی — [488, 389, 712, 427]
parcel-item: ۷۰- ششدانگ یک قطعه زمین زراعی به مساحت ۲۴۰۱۳ مترمربع پلاک ۴۳۵ فرعی از ۱۸ اصلی مورد تقاضای آقای سلیمان محسنی گرگ آباد ساعت اداری روز سه شنبه مورخ ۱۴۰۴/۸/۶ — [6, 1346, 237, 1395]
ad-signature: افشار - سرپرست ثبت بهبهان — [534, 584, 666, 595]
signature-title: رئیس اداره ثبت اسناد شهرستان امیدیه — [29, 1660, 214, 1672]
parcel-item: ۳۴- ششدانگ یک قطعه زمین زراعی به مساحت ۱۲۶۹۸/۵ مترمربع پلاک ۳۰۶ فرعی از ۱۸ اصلی مورد تقاضای آقای عبدالرحیم سروری ساعت اداری روز سه شنبه مورخ ۱۴۰۴/۸/۶ — [249, 1590, 476, 1638]
parcel-item: ۵۵- ششدانگ یک قطعه زمین زراعی به مساحت ۶۹۳۴۳/۸ مترمربع پلاک ۴۲۰ فرعی از ۱۸ اصلی مورد تقاضای آقای مدنی سروری ساعت اداری روز سه شنبه مورخ ۱۴۰۴/۸/۶ — [6, 572, 237, 620]
ad-title: آگهی موضوع ماده ۳ و ماده ۱۳ آئین نامه قانون تعیین تکلیف وضعیت ثبتی اراضی و ساختمانهای فاقد سند رسمی — [488, 1036, 712, 1074]
year-label: سال چهلم — [917, 29, 960, 40]
